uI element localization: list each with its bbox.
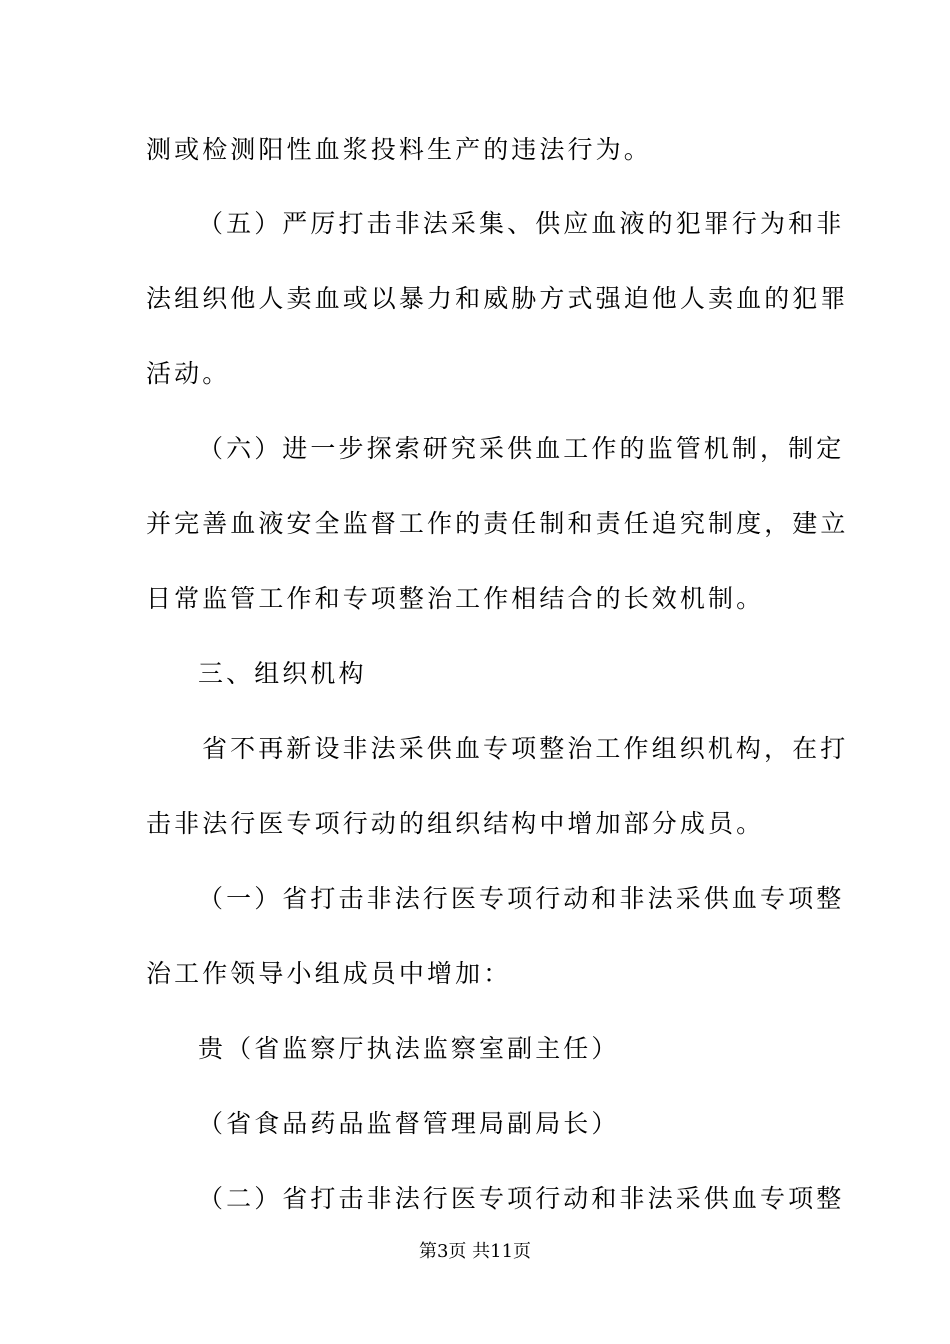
text-line-11: （一）省打击非法行医专项行动和非法采供血专项整 (198, 884, 845, 913)
member-line-1: 贵（省监察厅执法监察室副主任） (198, 1034, 620, 1063)
text-line-3: 法组织他人卖血或以暴力和威胁方式强迫他人卖血的犯罪 (146, 284, 849, 313)
text-line-1: 测或检测阳性血浆投料生产的违法行为。 (146, 135, 652, 164)
text-line-6: 并完善血液安全监督工作的责任制和责任追究制度，建立 (146, 509, 849, 538)
text-line-5: （六）进一步探索研究采供血工作的监管机制，制定 (198, 434, 845, 463)
text-line-7: 日常监管工作和专项整治工作相结合的长效机制。 (146, 584, 765, 613)
text-line-12: 治工作领导小组成员中增加： (146, 959, 512, 988)
text-line-10: 击非法行医专项行动的组织结构中增加部分成员。 (146, 809, 765, 838)
text-line-15: （二）省打击非法行医专项行动和非法采供血专项整 (198, 1184, 845, 1213)
section-heading: 三、组织机构 (198, 659, 367, 688)
text-line-2: （五）严厉打击非法采集、供应血液的犯罪行为和非 (198, 209, 845, 238)
member-line-2: （省食品药品监督管理局副局长） (198, 1109, 620, 1138)
page-number-footer: 第3页 共11页 (418, 1241, 532, 1262)
text-line-9: 省不再新设非法采供血专项整治工作组织机构，在打 (202, 734, 849, 763)
text-line-4: 活动。 (146, 359, 231, 388)
